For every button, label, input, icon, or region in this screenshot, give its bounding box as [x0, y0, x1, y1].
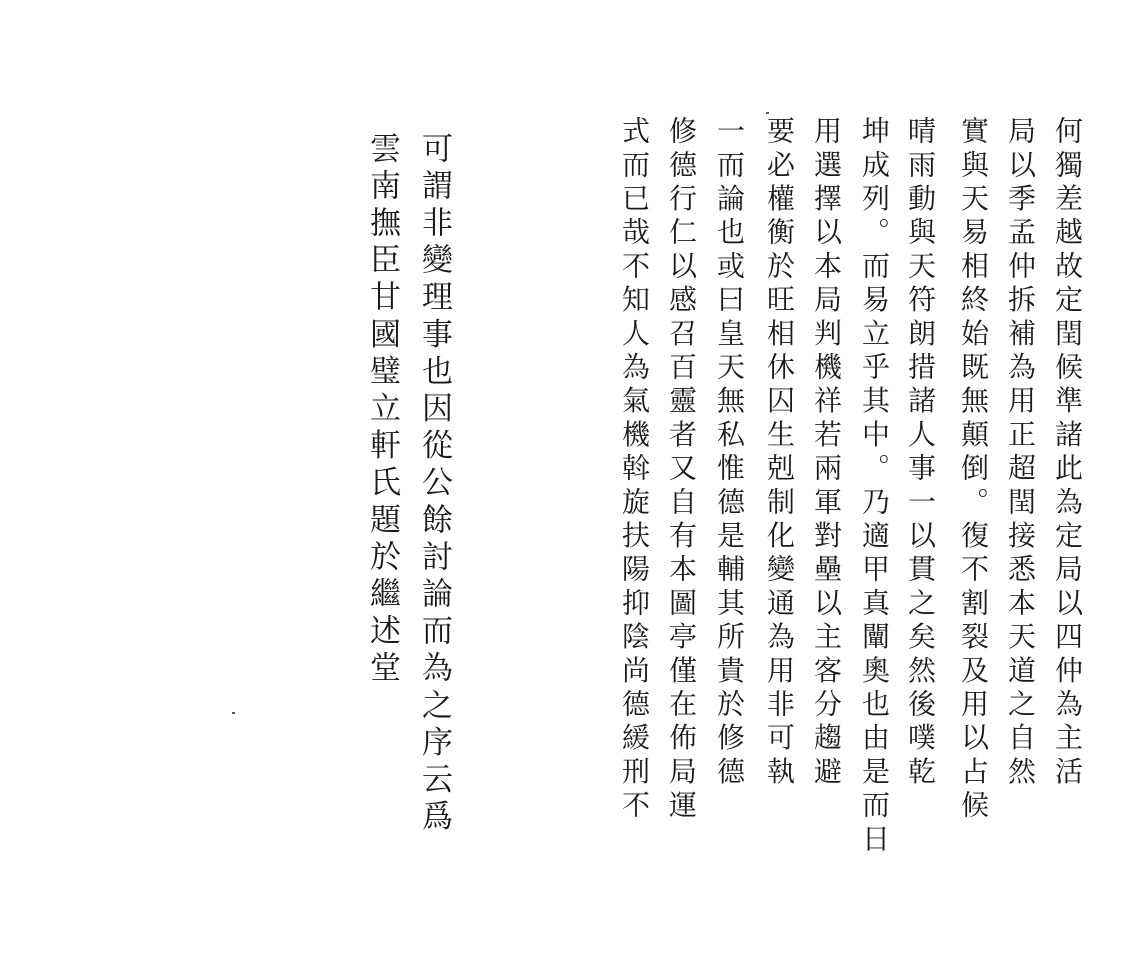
text-column-8: 一而論也或曰皇天無私惟德是輔其所貴於修德	[713, 116, 746, 790]
text-column-10: 式而已哉不知人為氣機斡旋扶陽抑陰尚德緩刑不	[618, 116, 651, 824]
colophon-signature-line: 雲南撫臣甘國璧立軒氏題於繼述堂	[364, 132, 400, 689]
text-column-9: 修德行仁以感召百靈者又自有本圖亭僅在佈局運	[665, 116, 698, 824]
text-column-6: 用選擇以本局判機祥若兩軍對壘以主客分趨避	[810, 116, 843, 790]
colophon-closing-line: 可謂非變理事也因從公餘討論而為之序云爲	[416, 132, 452, 837]
text-column-7: 要必權衡於旺相休囚生剋制化變通為用非可執	[763, 116, 796, 790]
ink-speck	[232, 712, 235, 714]
text-column-1: 何獨差越故定閏候準諸此為定局以四仲為主活	[1051, 116, 1084, 790]
ink-speck	[766, 112, 769, 114]
text-column-5: 坤成列。而易立乎其中。乃適甲真闡奧也由是而日	[858, 116, 891, 858]
text-column-2: 局以季孟仲拆補為用正超閏接悉本天道之自然	[1004, 116, 1037, 790]
text-column-3: 實與天易相終始既無顛倒。復不割裂及用以占候	[957, 116, 990, 824]
text-column-4: 晴雨動與天符朗措諸人事一以貫之矣然後噗乾	[904, 116, 937, 790]
